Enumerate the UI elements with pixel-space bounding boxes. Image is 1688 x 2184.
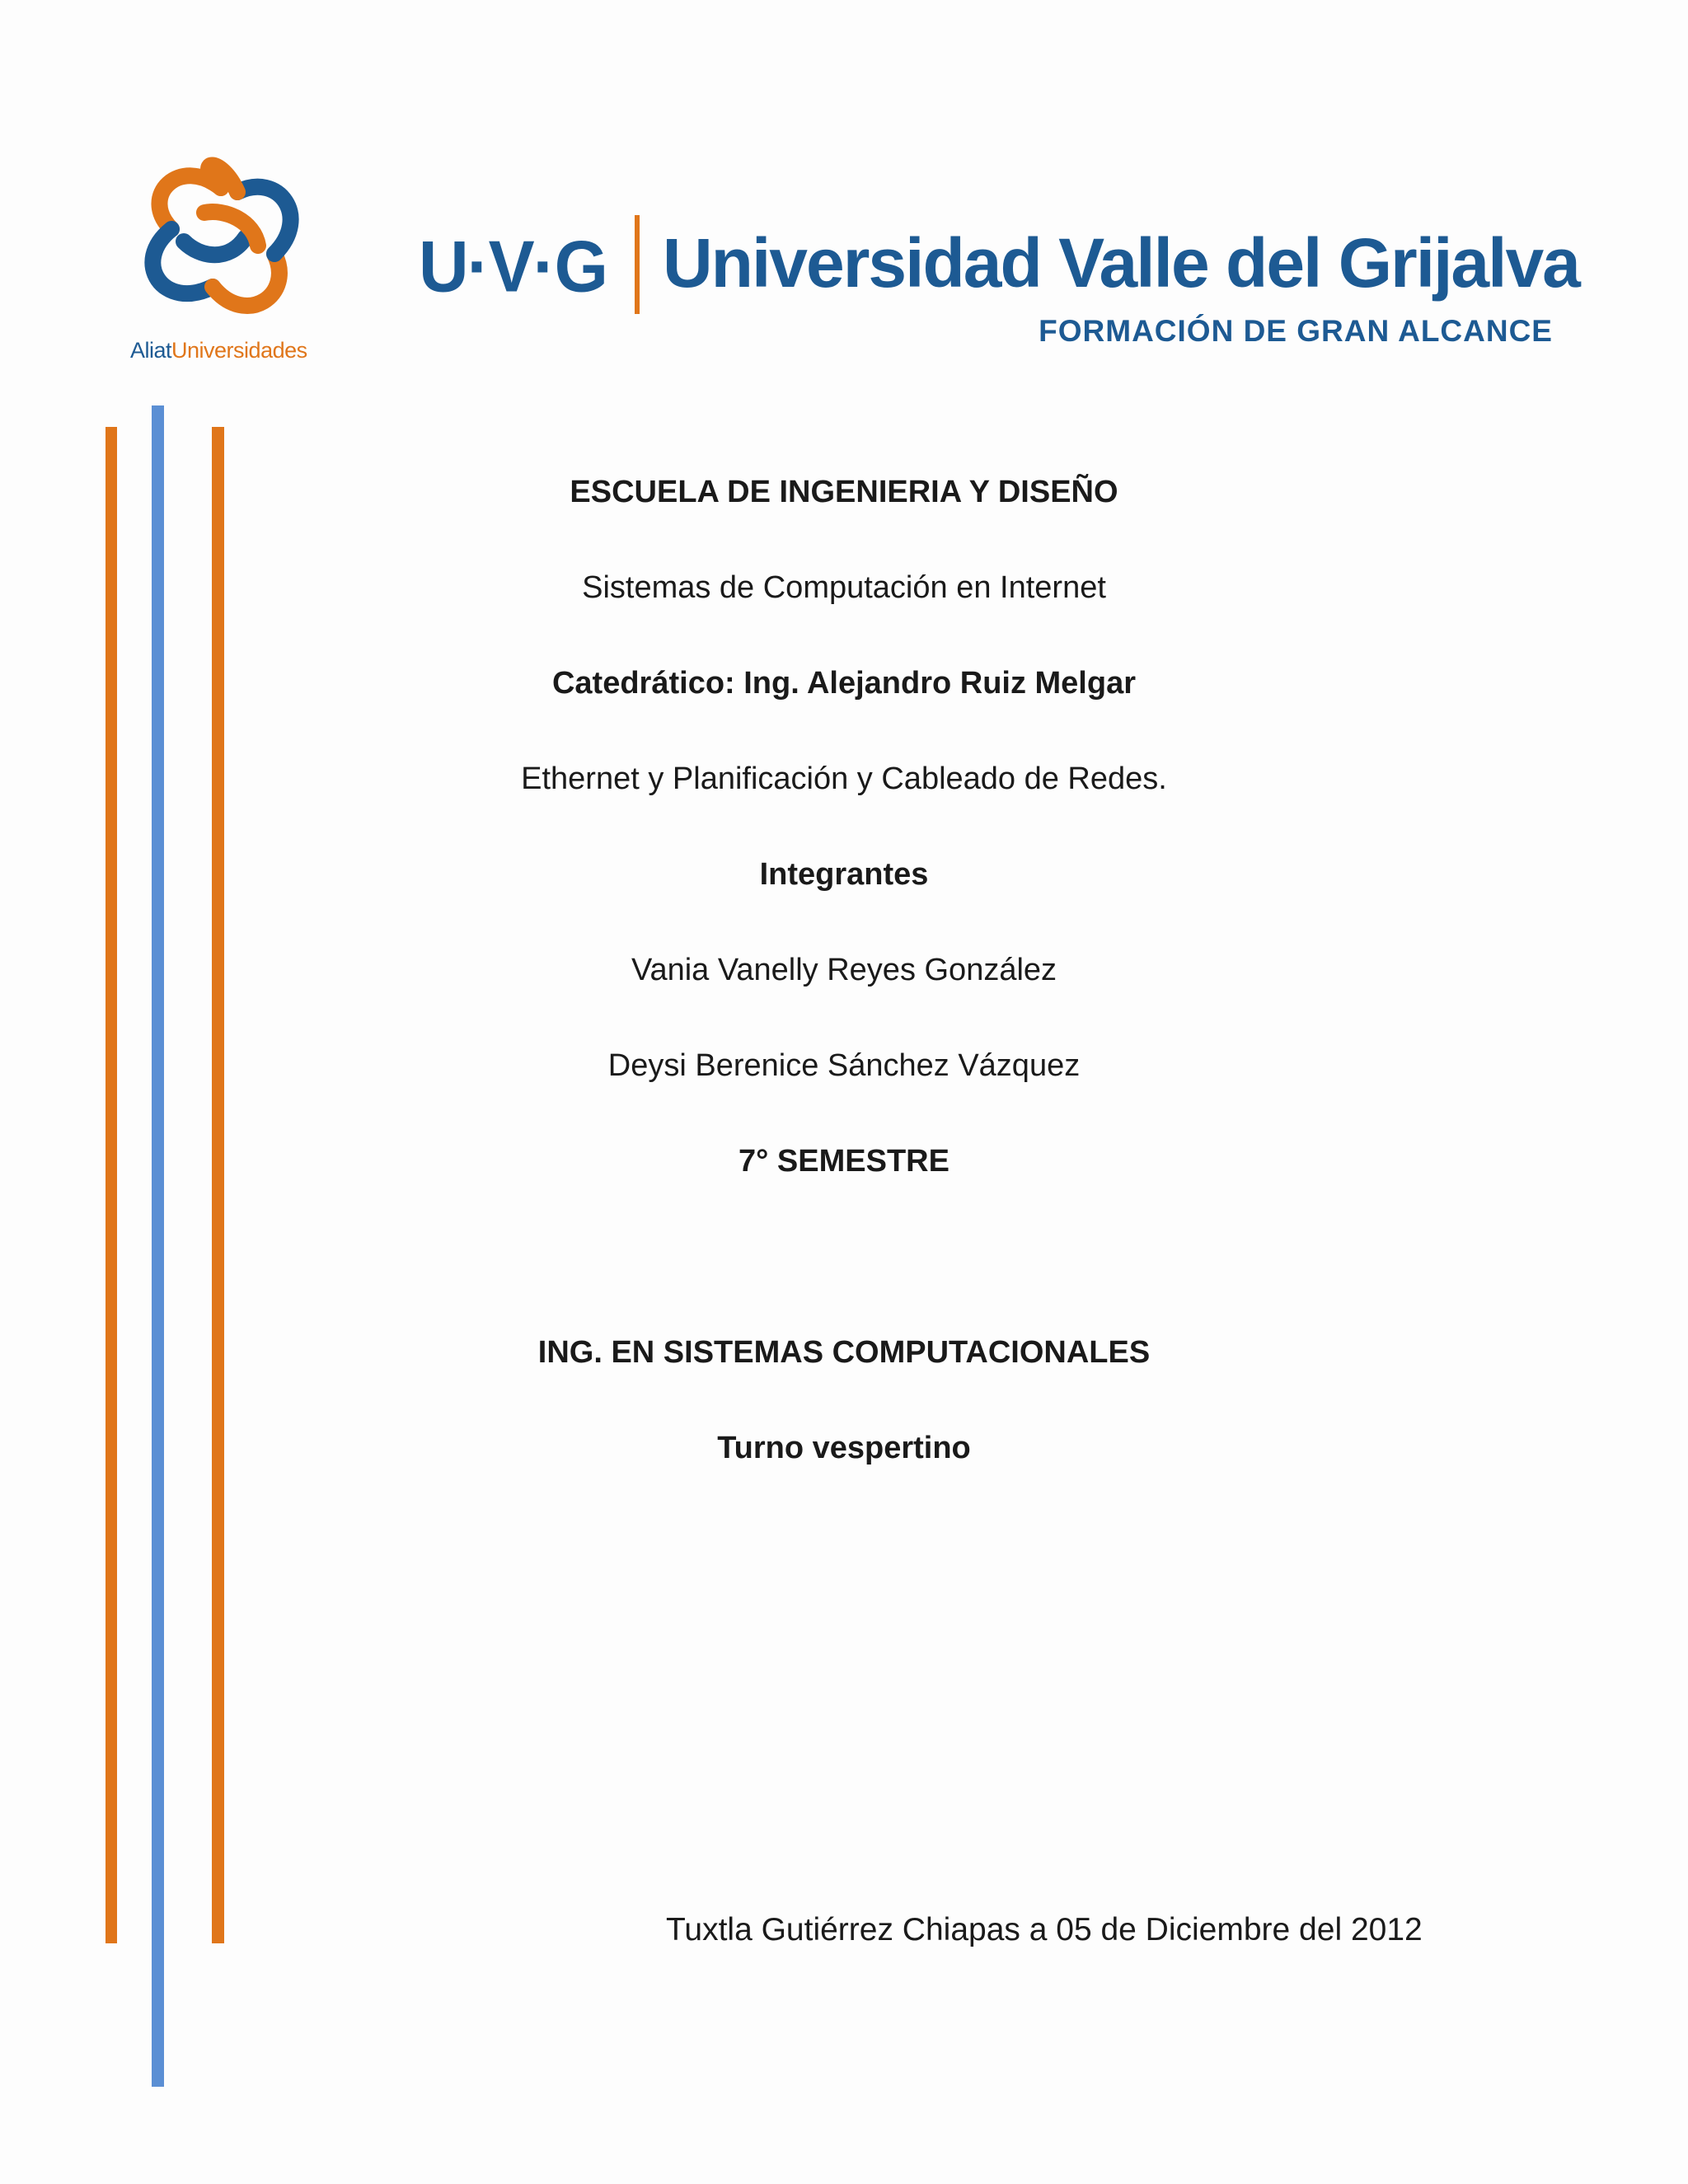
uvg-monogram: U·V·G [419, 225, 607, 307]
member-name-2: Deysi Berenice Sánchez Vázquez [607, 1048, 1081, 1083]
header-separator [635, 215, 640, 314]
course-title: Sistemas de Computación en Internet [582, 570, 1106, 605]
shift-line: Turno vespertino [717, 1431, 971, 1465]
semester-line: 7° SEMESTRE [738, 1144, 950, 1179]
aliat-wordmark-a: Aliat [130, 338, 172, 363]
university-name: Universidad Valle del Grijalva [663, 224, 1579, 302]
teacher-line: Catedrático: Ing. Alejandro Ruiz Melgar [551, 666, 1136, 701]
school-title: ESCUELA DE INGENIERIA Y DISEÑO [570, 475, 1118, 509]
left-orange-bar-1 [106, 427, 117, 1943]
career-line: ING. EN SISTEMAS COMPUTACIONALES [537, 1335, 1151, 1370]
members-heading: Integrantes [759, 857, 929, 892]
aliat-logo [122, 138, 320, 369]
member-name-1: Vania Vanelly Reyes González [631, 953, 1057, 987]
left-blue-bar [152, 405, 164, 2087]
aliat-knot-logo-icon [122, 138, 320, 336]
university-tagline: FORMACIÓN DE GRAN ALCANCE [1039, 314, 1553, 348]
university-header [419, 210, 1579, 359]
aliat-wordmark [130, 338, 307, 363]
topic-line: Ethernet y Planificación y Cableado de Redes. [521, 762, 1167, 796]
aliat-wordmark-b: Universidades [171, 338, 307, 363]
place-date-line: Tuxtla Gutiérrez Chiapas a 05 de Diciembre del 2012 [666, 1912, 1423, 1947]
left-orange-bar-2 [212, 427, 224, 1943]
